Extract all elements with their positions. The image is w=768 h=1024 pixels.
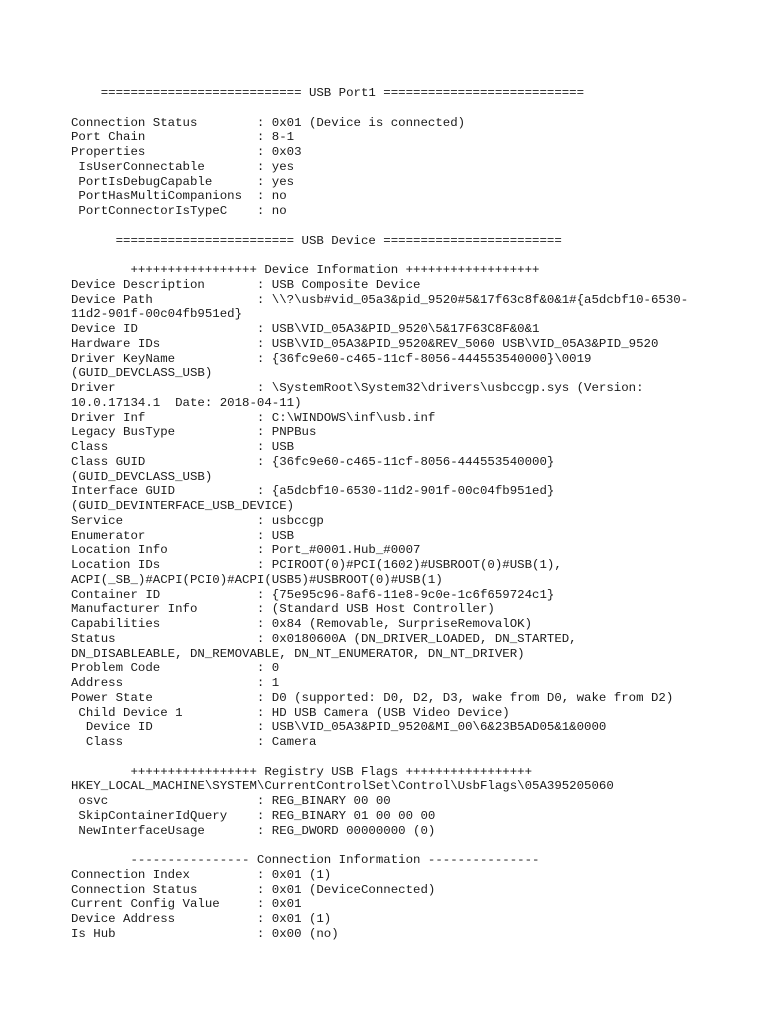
report-line: HKEY_LOCAL_MACHINE\SYSTEM\CurrentControlSet\Control\UsbFlags\05A395205060	[71, 779, 614, 794]
report-line: Device Description : USB Composite Device	[71, 277, 421, 292]
report-line: Connection Status : 0x01 (Device is connected)	[71, 115, 466, 130]
report-line: Location IDs : PCIROOT(0)#PCI(1602)#USBROOT(0)#USB(1),	[71, 558, 562, 572]
report-line: Hardware IDs : USB\VID_05A3&PID_9520&REV_5060 USB\VID_05A3&PID_9520	[71, 336, 659, 351]
report-line: IsUserConnectable : yes	[71, 159, 295, 174]
report-line: 10.0.17134.1 Date: 2018-04-11)	[71, 395, 302, 410]
blank-line	[71, 219, 761, 234]
report-line: ACPI(_SB_)#ACPI(PCI0)#ACPI(USB5)#USBROOT(0)#USB(1)	[71, 572, 443, 587]
report-line: Driver Inf : C:\WINDOWS\inf\usb.inf	[71, 410, 436, 425]
report-line: Capabilities : 0x84 (Removable, SurpriseRemovalOK)	[71, 617, 533, 631]
report-line: +++++++++++++++++ Registry USB Flags +++++++++++++++++	[71, 764, 533, 779]
report-line: (GUID_DEVINTERFACE_USB_DEVICE)	[71, 499, 295, 513]
report-line: DN_DISABLEABLE, DN_REMOVABLE, DN_NT_ENUMERATOR, DN_NT_DRIVER)	[71, 646, 525, 661]
blank-line	[71, 838, 761, 853]
report-line: Location Info : Port_#0001.Hub_#0007	[71, 543, 421, 558]
report-line: SkipContainerIdQuery : REG_BINARY 01 00 00 00	[71, 808, 436, 823]
report-line: Driver KeyName : {36fc9e60-c465-11cf-8056-444553540000}\0019	[71, 351, 592, 366]
report-line: Container ID : {75e95c96-8af6-11e8-9c0e-1c6f659724c1}	[71, 587, 555, 602]
report-line: Class : Camera	[71, 735, 317, 749]
report-line: Service : usbccgp	[71, 513, 324, 528]
report-line: Port Chain : 8-1	[71, 130, 295, 145]
usb-report-text	[71, 86, 761, 942]
report-line: Class GUID : {36fc9e60-c465-11cf-8056-444553540000}	[71, 454, 555, 469]
report-line: Enumerator : USB	[71, 528, 295, 543]
report-line: Interface GUID : {a5dcbf10-6530-11d2-901f-00c04fb951ed}	[71, 484, 555, 499]
report-line: PortHasMultiCompanions : no	[71, 189, 287, 204]
blank-line	[71, 750, 761, 765]
report-line: Device Address : 0x01 (1)	[71, 912, 332, 926]
report-line: osvc : REG_BINARY 00 00	[71, 794, 391, 808]
report-line: PortConnectorIsTypeC : no	[71, 204, 287, 218]
report-line: Properties : 0x03	[71, 145, 302, 159]
report-line: ======================== USB Device ========================	[71, 233, 562, 248]
report-line: Status : 0x0180600A (DN_DRIVER_LOADED, DN_STARTED,	[71, 631, 577, 646]
report-line: NewInterfaceUsage : REG_DWORD 00000000 (0)	[71, 823, 436, 838]
report-line: Device Path : \\?\usb#vid_05a3&pid_9520#5&17f63c8f&0&1#{a5dcbf10-6530-	[71, 292, 689, 307]
report-line: Current Config Value : 0x01	[71, 897, 302, 912]
report-line: Driver : \SystemRoot\System32\drivers\usbccgp.sys (Version:	[71, 381, 644, 395]
report-line: Problem Code : 0	[71, 661, 280, 676]
report-line: Connection Status : 0x01 (DeviceConnected)	[71, 882, 436, 897]
report-line: Power State : D0 (supported: D0, D2, D3, wake from D0, wake from D2)	[71, 690, 674, 705]
report-line: Connection Index : 0x01 (1)	[71, 867, 332, 882]
report-line: Is Hub : 0x00 (no)	[71, 926, 339, 941]
report-line: Device ID : USB\VID_05A3&PID_9520\5&17F63C8F&0&1	[71, 322, 540, 336]
report-line: +++++++++++++++++ Device Information ++++++++++++++++++	[71, 263, 540, 277]
report-line: (GUID_DEVCLASS_USB)	[71, 469, 213, 484]
report-line: ---------------- Connection Information ---------------	[71, 853, 540, 867]
report-line: (GUID_DEVCLASS_USB)	[71, 366, 213, 381]
report-line: Class : USB	[71, 440, 295, 454]
report-line: Address : 1	[71, 676, 280, 690]
report-line: Child Device 1 : HD USB Camera (USB Video Device)	[71, 705, 510, 720]
report-line: =========================== USB Port1 ===========================	[71, 86, 585, 100]
blank-line	[71, 101, 761, 116]
report-line: Device ID : USB\VID_05A3&PID_9520&MI_00\6&23B5AD05&1&0000	[71, 720, 607, 735]
report-line: Legacy BusType : PNPBus	[71, 425, 317, 440]
blank-line	[71, 248, 761, 263]
report-line: Manufacturer Info : (Standard USB Host Controller)	[71, 602, 495, 617]
report-line: 11d2-901f-00c04fb951ed}	[71, 307, 243, 322]
report-line: PortIsDebugCapable : yes	[71, 174, 295, 189]
